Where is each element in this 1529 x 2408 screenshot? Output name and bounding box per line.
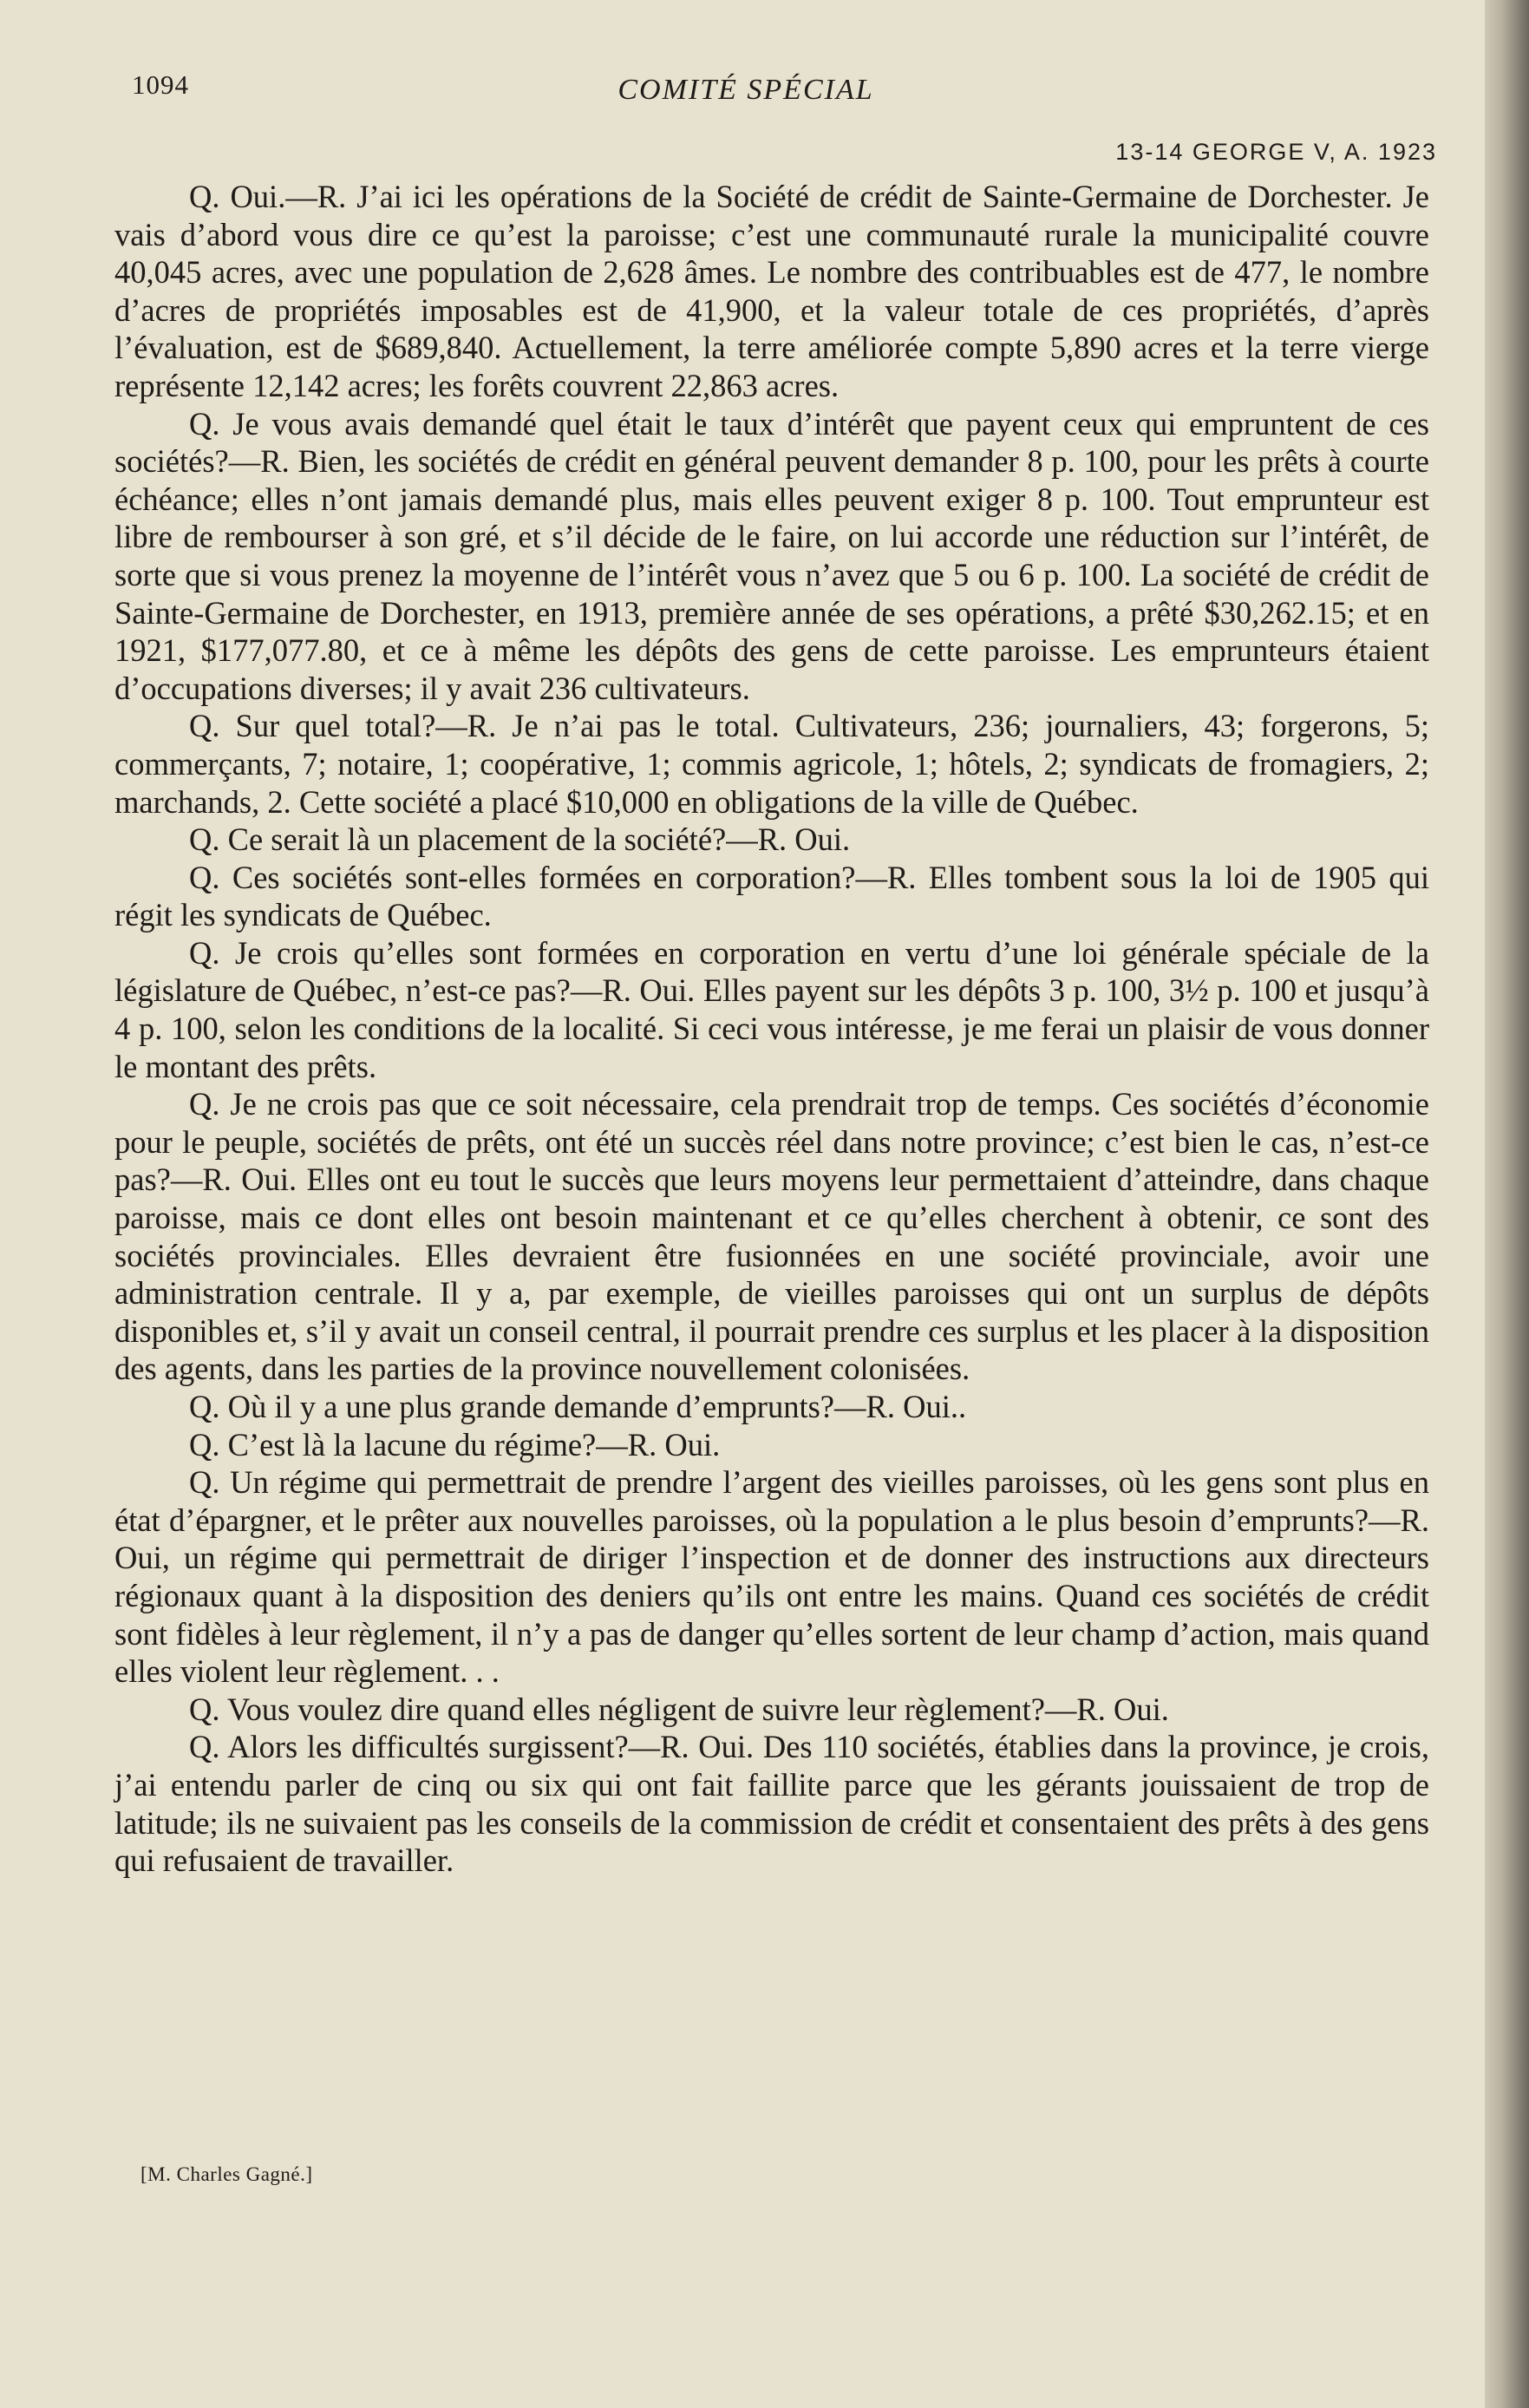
- paragraph: Q. Où il y a une plus grande demande d’emprunts?—R. Oui..: [189, 1389, 967, 1424]
- paragraph: Q. Un régime qui permettrait de prendre l’argent des vieilles paroisses, où les gens sont plus en état d’épargner, et le prêter aux nouvelles paroisses, où la population a le plus besoin d’emprunts?—R. Oui, un régime qui permettrait de diriger l’inspection et de donner des instructions aux directeurs régionaux quant à la disposition des deniers qu’ils ont entre les mains. Quand ces sociétés de crédit sont fidèles à leur règlement, il n’y a pas de danger qu’elles sortent de leur champ d’action, mais quand elles violent leur règlement. . .: [114, 1464, 1429, 1690]
- paragraph: Q. C’est là la lacune du régime?—R. Oui.: [189, 1426, 721, 1462]
- paragraph: Q. Sur quel total?—R. Je n’ai pas le total. Cultivateurs, 236; journaliers, 43; forgerons, 5; commerçants, 7; notaire, 1; coopérative, 1; commis agricole, 1; hôtels, 2; syndicats de fromagiers, 2; marchands, 2. Cette société a placé $10,000 en obligations de la ville de Québec.: [114, 708, 1429, 820]
- paragraph: Q. Vous voulez dire quand elles négligent de suivre leur règlement?—R. Oui.: [189, 1691, 1169, 1727]
- paragraph: Q. Je crois qu’elles sont formées en corporation en vertu d’une loi générale spéciale de la législature de Québec, n’est-ce pas?—R. Oui. Elles payent sur les dépôts 3 p. 100, 3½ p. 100 et jusqu’à 4 p. 100, selon les conditions de la localité. Si ceci vous intéresse, je me ferai un plaisir de vous donner le montant des prêts.: [114, 934, 1429, 1084]
- body-text: [114, 178, 1429, 1880]
- running-head: COMITÉ SPÉCIAL: [617, 74, 874, 106]
- paragraph: Q. Je ne crois pas que ce soit nécessaire, cela prendrait trop de temps. Ces sociétés d’économie pour le peuple, sociétés de prêts, ont été un succès réel dans notre province; c’est bien le cas, n’est-ce pas?—R. Oui. Elles ont eu tout le succès que leurs moyens leur permettaient d’atteindre, dans chaque paroisse, mais ce dont elles ont besoin maintenant et ce qu’elles cherchent à obtenir, ce sont des sociétés provinciales. Elles devraient être fusionnées en une société provinciale, avoir une administration centrale. Il y a, par exemple, de vieilles paroisses qui ont un surplus de dépôts disponibles et, s’il y avait un conseil central, il pourrait prendre ces surplus et les placer à la disposition des agents, dans les parties de la province nouvellement colonisées.: [114, 1086, 1429, 1387]
- paragraph: Q. Oui.—R. J’ai ici les opérations de la Société de crédit de Sainte-Germaine de Dorchester. Je vais d’abord vous dire ce qu’est la paroisse; c’est une communauté rurale la municipalité couvre 40,045 acres, avec une population de 2,628 âmes. Le nombre des contribuables est de 477, le nombre d’acres de propriétés imposables est de 41,900, et la valeur totale de ces propriétés, d’après l’évaluation, est de $689,840. Actuellement, la terre améliorée compte 5,890 acres et la terre vierge représente 12,142 acres; les forêts couvrent 22,863 acres.: [114, 179, 1429, 403]
- paragraph: Q. Ce serait là un placement de la société?—R. Oui.: [189, 821, 851, 858]
- page-number: 1094: [132, 69, 189, 100]
- paragraph: Q. Ces sociétés sont-elles formées en corporation?—R. Elles tombent sous la loi de 1905 qui régit les syndicats de Québec.: [114, 859, 1429, 933]
- session-label: 13-14 GEORGE V, A. 1923: [1115, 139, 1437, 165]
- binding-gutter: [1485, 0, 1529, 2408]
- speaker-note: [M. Charles Gagné.]: [140, 2163, 313, 2185]
- paragraph: Q. Alors les difficultés surgissent?—R. Oui. Des 110 sociétés, établies dans la province, je crois, j’ai entendu parler de cinq ou six qui ont fait faillite parce que les gérants jouissaient de trop de latitude; ils ne suivaient pas les conseils de la commission de crédit et consentaient des prêts à des gens qui refusaient de travailler.: [114, 1729, 1429, 1879]
- paragraph: Q. Je vous avais demandé quel était le taux d’intérêt que payent ceux qui empruntent de ces sociétés?—R. Bien, les sociétés de crédit en général peuvent demander 8 p. 100, pour les prêts à courte échéance; elles n’ont jamais demandé plus, mais elles peuvent exiger 8 p. 100. Tout emprunteur est libre de rembourser à son gré, et s’il décide de le faire, on lui accorde une réduction sur l’intérêt, de sorte que si vous prenez la moyenne de l’intérêt vous n’avez que 5 ou 6 p. 100. La société de crédit de Sainte-Germaine de Dorchester, en 1913, première année de ses opérations, a prêté $30,262.15; et en 1921, $177,077.80, et ce à même les dépôts des gens de cette paroisse. Les emprunteurs étaient d’occupations diverses; il y avait 236 cultivateurs.: [114, 405, 1429, 706]
